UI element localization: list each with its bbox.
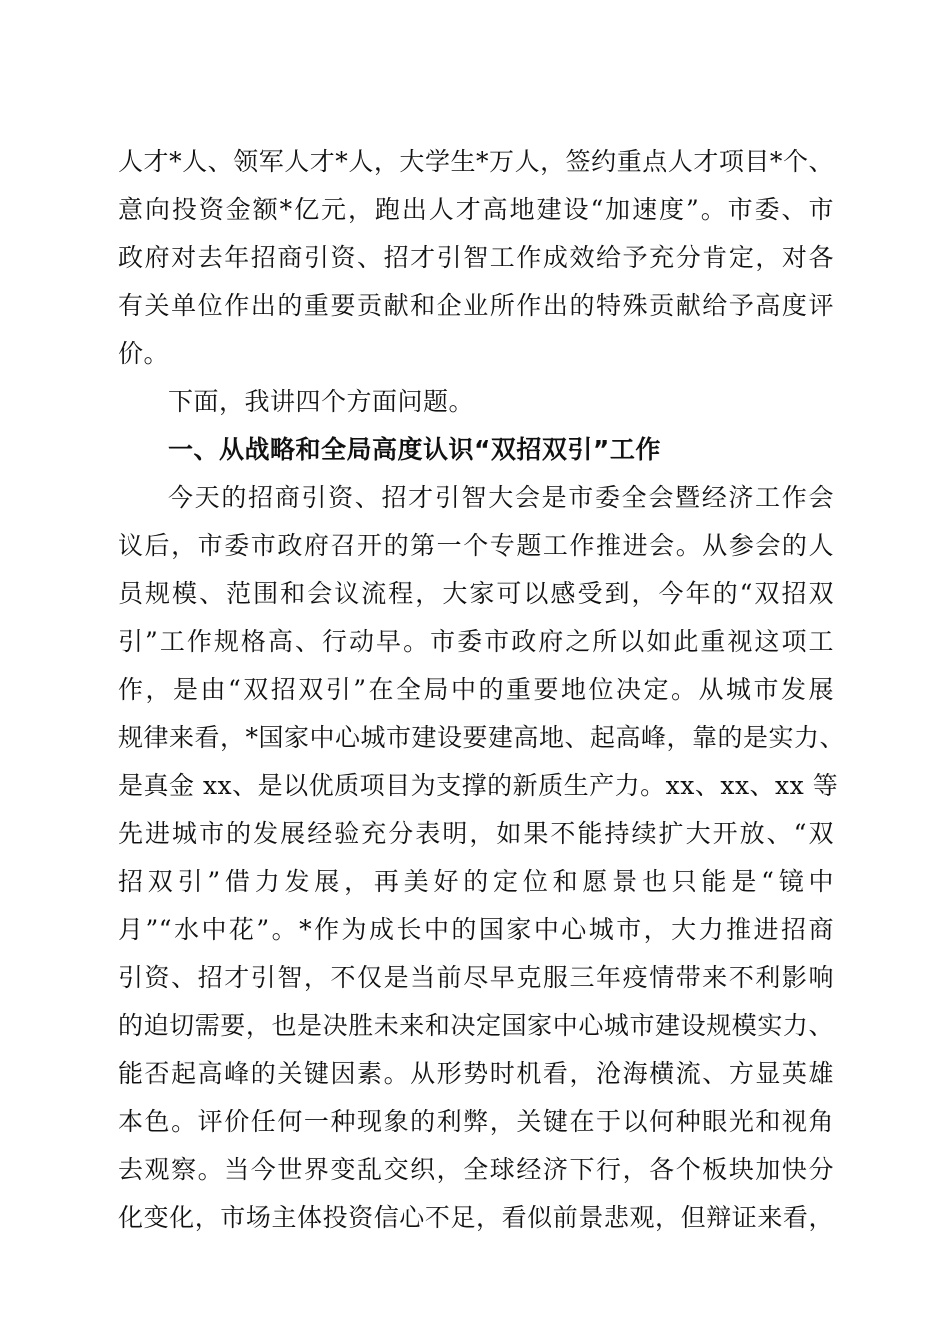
paragraph-3-line-9: 招双引”借力发展，再美好的定位和愿景也只能是“镜中 (118, 867, 834, 896)
paragraph-2: 下面，我讲四个方面问题。 (168, 387, 475, 416)
paragraph-3-line-4: 引”工作规格高、行动早。市委市政府之所以如此重视这项工 (118, 627, 834, 656)
paragraph-3-line-10: 月”“水中花”。*作为成长中的国家中心城市，大力推进招商 (118, 915, 834, 944)
paragraph-1-line-1: 人才*人、领军人才*人，大学生*万人，签约重点人才项目*个、 (118, 147, 834, 176)
paragraph-3-line-2: 议后，市委市政府召开的第一个专题工作推进会。从参会的人 (118, 531, 834, 560)
paragraph-3-line-8: 先进城市的发展经验充分表明，如果不能持续扩大开放、“双 (118, 819, 834, 848)
paragraph-1-line-4: 有关单位作出的重要贡献和企业所作出的特殊贡献给予高度评 (118, 291, 834, 320)
paragraph-3-line-14: 本色。评价任何一种现象的利弊，关键在于以何种眼光和视角 (118, 1107, 834, 1136)
paragraph-3-line-5: 作，是由“双招双引”在全局中的重要地位决定。从城市发展 (118, 675, 834, 704)
paragraph-1-line-2: 意向投资金额*亿元，跑出人才高地建设“加速度”。市委、市 (118, 195, 834, 224)
paragraph-3-line-7: 是真金 xx、是以优质项目为支撑的新质生产力。xx、xx、xx 等 (118, 771, 839, 800)
document-body (118, 138, 846, 1242)
paragraph-3-line-13: 能否起高峰的关键因素。从形势时机看，沧海横流、方显英雄 (118, 1059, 834, 1088)
paragraph-3-line-11: 引资、招才引智，不仅是当前尽早克服三年疫情带来不利影响 (118, 963, 834, 992)
section-heading-1: 一、从战略和全局高度认识“双招双引”工作 (168, 435, 661, 464)
paragraph-3-line-6: 规律来看，*国家中心城市建设要建高地、起高峰，靠的是实力、 (118, 723, 846, 752)
paragraph-3-line-15: 去观察。当今世界变乱交织，全球经济下行，各个板块加快分 (118, 1155, 834, 1184)
paragraph-3-line-16: 化变化，市场主体投资信心不足，看似前景悲观，但辩证来看， (118, 1203, 834, 1232)
paragraph-3-line-3: 员规模、范围和会议流程，大家可以感受到，今年的“双招双 (118, 579, 834, 608)
paragraph-1-line-5: 价。 (118, 339, 170, 368)
paragraph-3-line-1: 今天的招商引资、招才引智大会是市委全会暨经济工作会 (168, 483, 834, 512)
paragraph-3-line-12: 的迫切需要，也是决胜未来和决定国家中心城市建设规模实力、 (118, 1011, 834, 1040)
paragraph-1-line-3: 政府对去年招商引资、招才引智工作成效给予充分肯定，对各 (118, 243, 834, 272)
